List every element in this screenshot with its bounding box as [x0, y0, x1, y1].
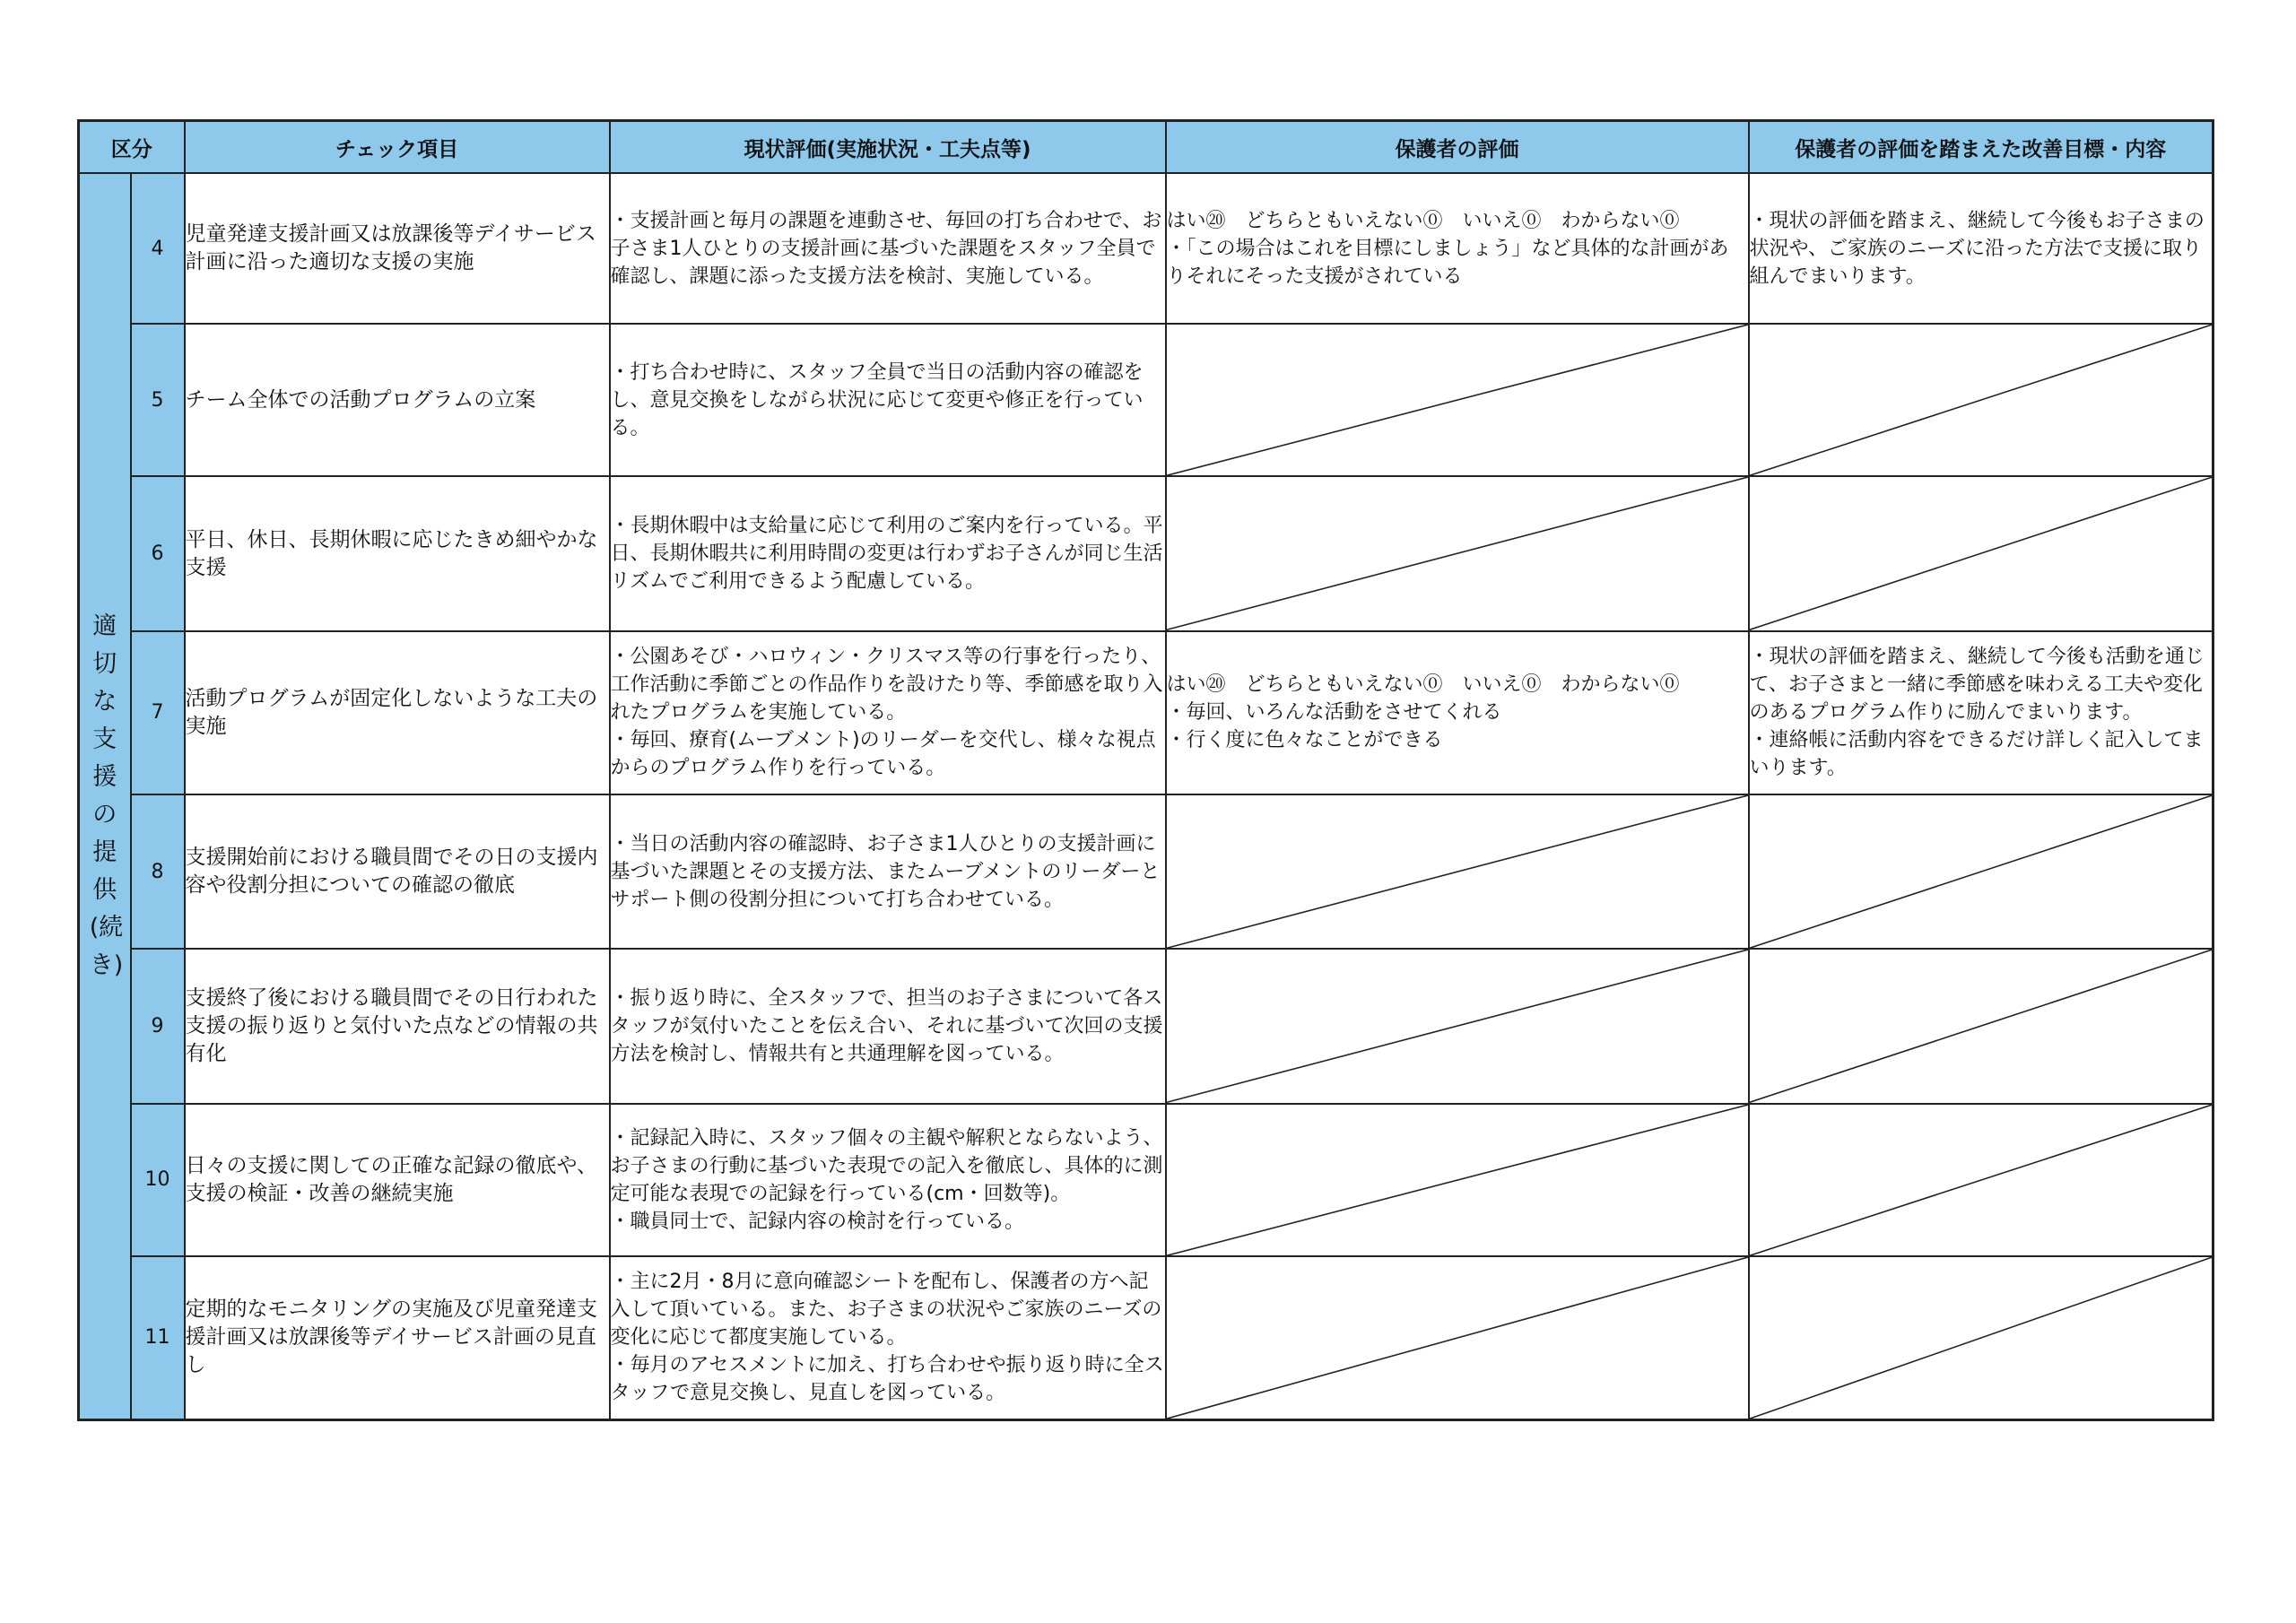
current-evaluation-text: ・公園あそび・ハロウィン・クリスマス等の行事を行ったり、工作活動に季節ごとの作品作りを設けたり等、季節感を取り入れたプログラムを実施している。 ・毎回、療育(ムーブメント)のリーダーを交代し、様々な視点からのプログラム作りを行っている。 [610, 646, 1163, 780]
improvement-goal [1749, 794, 2213, 949]
not-applicable-slash [1750, 477, 2213, 629]
current-evaluation-text: ・主に2月・8月に意向確認シートを配布し、保護者の方へ記入して頂いている。また、お子さまの状況やご家族のニーズの変化に応じて都度実施している。 ・毎月のアセスメントに加え、打ち合わせや振り返り時に全スタッフで意見交換し、見直しを図っている。 [610, 1271, 1164, 1405]
header-check-item: チェック項目 [185, 121, 610, 174]
section-label [79, 173, 131, 1420]
improvement-goal [1749, 1104, 2213, 1256]
current-evaluation [610, 476, 1166, 630]
parent-evaluation [1166, 631, 1749, 795]
parent-evaluation-line: ・「この場合はこれを目標にしましょう」など具体的な計画がありそれにそった支援がされている [1166, 237, 1729, 288]
table-row [79, 173, 2213, 324]
current-evaluation [610, 173, 1166, 324]
current-evaluation-text: ・長期休暇中は支給量に応じて利用のご案内を行っている。平日、長期休暇共に利用時間の変更は行わずお子さんが同じ生活リズムでご利用できるよう配慮している。 [610, 515, 1163, 594]
parent-evaluation [1166, 1104, 1749, 1256]
table-row [79, 324, 2213, 476]
current-evaluation [610, 794, 1166, 949]
not-applicable-slash [1167, 795, 1748, 948]
not-applicable-slash [1750, 1257, 2213, 1419]
row-number: 11 [131, 1256, 185, 1420]
parent-evaluation [1166, 949, 1749, 1103]
not-applicable-slash [1167, 477, 1748, 629]
row-number: 10 [131, 1104, 185, 1256]
not-applicable-slash [1750, 1105, 2213, 1255]
improvement-goal-line: ・連絡帳に活動内容をできるだけ詳しく記入してまいります。 [1749, 729, 2204, 780]
row-number: 7 [131, 631, 185, 795]
improvement-goal [1749, 324, 2213, 476]
section-label-text: 適切な支援の提供(続き) [89, 612, 124, 979]
header-row [79, 121, 2213, 174]
not-applicable-slash [1750, 325, 2213, 475]
parent-evaluation-line: はい⑳ どちらともいえない⓪ いいえ⓪ わからない⓪ [1166, 209, 1680, 232]
table-row [79, 631, 2213, 795]
improvement-goal [1749, 1256, 2213, 1420]
check-item: 児童発達支援計画又は放課後等デイサービス計画に沿った適切な支援の実施 [185, 173, 610, 324]
header-parent-eval: 保護者の評価 [1166, 121, 1749, 174]
check-item: 平日、休日、長期休暇に応じたきめ細やかな支援 [185, 476, 610, 630]
current-evaluation [610, 1256, 1166, 1420]
table-row [79, 949, 2213, 1103]
not-applicable-slash [1167, 1105, 1748, 1255]
improvement-goal-line: ・現状の評価を踏まえ、継続して今後もお子さまの状況や、ご家族のニーズに沿った方法で支援に取り組んでまいります。 [1749, 209, 2205, 288]
current-evaluation-text: ・当日の活動内容の確認時、お子さま1人ひとりの支援計画に基づいた課題とその支援方法、またムーブメントのリーダーとサポート側の役割分担について打ち合わせている。 [610, 832, 1161, 911]
parent-evaluation [1166, 794, 1749, 949]
table-row [79, 1104, 2213, 1256]
current-evaluation [610, 631, 1166, 795]
check-item: 支援開始前における職員間でその日の支援内容や役割分担についての確認の徹底 [185, 794, 610, 949]
check-item: チーム全体での活動プログラムの立案 [185, 324, 610, 476]
improvement-goal [1749, 949, 2213, 1103]
table-row [79, 794, 2213, 949]
not-applicable-slash [1167, 950, 1748, 1102]
parent-evaluation-line: ・毎回、いろんな活動をさせてくれる [1166, 701, 1502, 725]
improvement-goal [1749, 173, 2213, 324]
parent-evaluation [1166, 1256, 1749, 1420]
row-number: 6 [131, 476, 185, 630]
check-item: 日々の支援に関しての正確な記録の徹底や、支援の検証・改善の継続実施 [185, 1104, 610, 1256]
current-evaluation-text: ・振り返り時に、全スタッフで、担当のお子さまについて各スタッフが気付いたことを伝え合い、それに基づいて次回の支援方法を検討し、情報共有と共通理解を図っている。 [610, 987, 1163, 1066]
parent-evaluation [1166, 476, 1749, 630]
current-evaluation [610, 1104, 1166, 1256]
improvement-goal-line: ・現状の評価を踏まえ、継続して今後も活動を通じて、お子さまと一緒に季節感を味わえる工夫や変化のあるプログラム作りに励んでまいります。 [1749, 646, 2205, 725]
improvement-goal [1749, 631, 2213, 795]
current-evaluation-text: ・打ち合わせ時に、スタッフ全員で当日の活動内容の確認をし、意見交換をしながら状況に応じて変更や修正を行っている。 [610, 360, 1144, 439]
not-applicable-slash [1167, 1257, 1748, 1419]
header-improvement: 保護者の評価を踏まえた改善目標・内容 [1749, 121, 2213, 174]
not-applicable-slash [1167, 325, 1748, 475]
row-number: 8 [131, 794, 185, 949]
row-number: 9 [131, 949, 185, 1103]
header-current-eval: 現状評価(実施状況・工夫点等) [610, 121, 1166, 174]
not-applicable-slash [1750, 795, 2213, 948]
current-evaluation-text: ・支援計画と毎月の課題を連動させ、毎回の打ち合わせで、お子さま1人ひとりの支援計画に基づいた課題をスタッフ全員で確認し、課題に添った支援方法を検討、実施している。 [610, 209, 1162, 288]
current-evaluation [610, 324, 1166, 476]
not-applicable-slash [1750, 950, 2213, 1102]
parent-evaluation [1166, 173, 1749, 324]
header-category: 区分 [79, 121, 185, 174]
table-row [79, 476, 2213, 630]
table-row [79, 1256, 2213, 1420]
row-number: 5 [131, 324, 185, 476]
check-item: 活動プログラムが固定化しないような工夫の実施 [185, 631, 610, 795]
row-number: 4 [131, 173, 185, 324]
evaluation-table [77, 119, 2214, 1421]
check-item: 定期的なモニタリングの実施及び児童発達支援計画又は放課後等デイサービス計画の見直し [185, 1256, 610, 1420]
current-evaluation-text: ・記録記入時に、スタッフ個々の主観や解釈とならないよう、お子さまの行動に基づいた表現での記入を徹底し、具体的に測定可能な表現での記録を行っている(cm・回数等)。 ・職員同士で、記録内容の検討を行っている。 [610, 1126, 1163, 1233]
current-evaluation [610, 949, 1166, 1103]
parent-evaluation [1166, 324, 1749, 476]
evaluation-sheet [77, 119, 2212, 1421]
parent-evaluation-line: ・行く度に色々なことができる [1166, 729, 1443, 752]
improvement-goal [1749, 476, 2213, 630]
parent-evaluation-line: はい⑳ どちらともいえない⓪ いいえ⓪ わからない⓪ [1166, 673, 1680, 697]
check-item: 支援終了後における職員間でその日行われた支援の振り返りと気付いた点などの情報の共有化 [185, 949, 610, 1103]
